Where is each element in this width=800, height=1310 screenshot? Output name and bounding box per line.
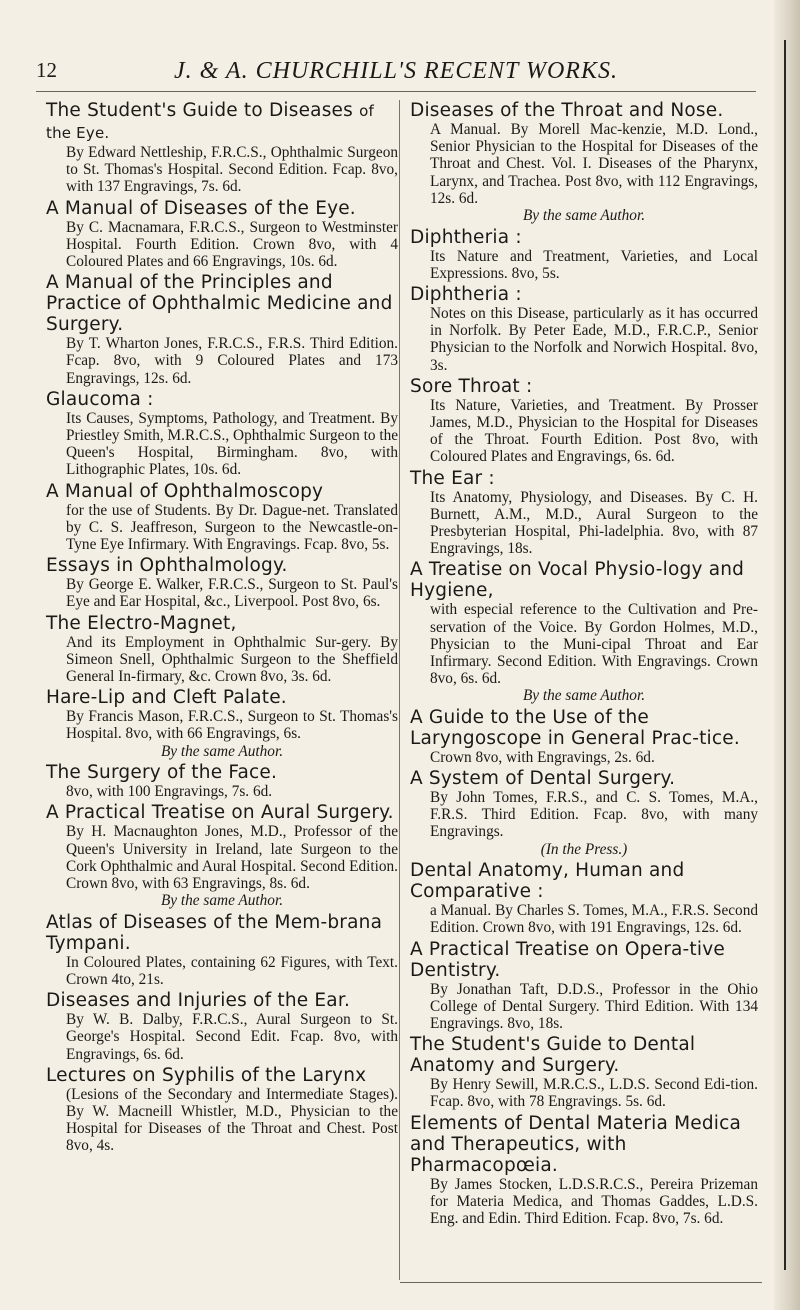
entry-description: By John Tomes, F.R.S., and C. S. Tomes, M.A., F.R.S. Third Edition. Fcap. 8vo, with many Engravings. — [430, 789, 758, 841]
entry-title-text: Atlas of Diseases of the Mem-brana Tympani. — [46, 911, 383, 954]
catalog-entry — [46, 990, 398, 1063]
page-header — [36, 58, 756, 88]
entry-title — [410, 468, 758, 489]
catalog-entry — [46, 198, 398, 271]
entry-title-text: Essays in Ophthalmology. — [46, 555, 288, 577]
entry-title-text: Elements of Dental Materia Medica and Therapeutics, with Pharmacopœia. — [410, 1112, 742, 1176]
entry-title — [410, 939, 758, 981]
entry-title — [410, 559, 758, 601]
same-author-note: By the same Author. — [522, 207, 646, 225]
catalog-entry — [46, 613, 398, 686]
catalog-entry — [410, 939, 758, 1033]
entry-description: In Coloured Plates, containing 62 Figures, with Text. Crown 4to, 21s. — [66, 953, 398, 988]
entry-description: 8vo, with 100 Engravings, 7s. 6d. — [66, 783, 273, 801]
entry-description: By Jonathan Taft, D.D.S., Professor in the Ohio College of Dental Surgery. Third Edition. With 134 Engravings. 8vo, 18s. — [430, 980, 758, 1032]
catalog-entry — [46, 481, 398, 554]
entry-title-text: A Manual of Diseases of the Eye. — [46, 197, 356, 219]
entry-description: By W. B. Dalby, F.R.C.S., Aural Surgeon to St. George's Hospital. Second Edit. Fcap. 8vo, with Engravings, 6s. 6d. — [66, 1011, 398, 1063]
same-author-note: By the same Author. — [522, 687, 646, 705]
entry-title — [410, 227, 758, 248]
catalog-entry — [410, 1113, 758, 1228]
entry-title — [410, 1034, 758, 1076]
catalog-entry — [46, 389, 398, 479]
catalog-entry — [46, 272, 398, 387]
page-number: 12 — [36, 58, 57, 82]
entry-title-text: Glaucoma : — [46, 388, 154, 410]
entry-title-text: Diseases and Injuries of the Ear. — [46, 990, 351, 1012]
entry-title — [410, 1113, 758, 1176]
entry-title — [46, 802, 398, 823]
page-edge-line — [784, 40, 786, 1270]
catalog-entry — [46, 555, 398, 610]
entry-description: with especial reference to the Cultivation and Pre-servation of the Voice. By Gordon Holmes, M.D., Physician to the Muni-cipal Throat and Ear Infirmary. Second Edition. With Engravings. Crown 8vo, 6s. 6d. — [430, 601, 758, 688]
catalog-entry — [410, 284, 758, 374]
entry-title — [410, 284, 758, 305]
entry-title-text: A Manual of the Principles and Practice of Ophthalmic Medicine and Surgery. — [46, 272, 393, 336]
entry-description: By Francis Mason, F.R.C.S., Surgeon to St. Thomas's Hospital. 8vo, with 66 Engravings, 6s. — [66, 708, 398, 743]
entry-title — [410, 768, 758, 789]
catalog-entry — [410, 100, 758, 225]
entry-title — [46, 687, 398, 708]
entry-title — [410, 376, 758, 397]
running-title: J. & A. CHURCHILL'S RECENT WORKS. — [174, 58, 618, 84]
right-column — [410, 100, 758, 1229]
catalog-entry — [410, 768, 758, 858]
catalog-entry — [46, 100, 398, 196]
catalog-entry — [410, 559, 758, 705]
entry-title — [46, 100, 398, 144]
entry-title — [46, 272, 398, 335]
entry-title — [46, 1065, 398, 1086]
entry-title — [410, 860, 758, 902]
entry-description: Its Causes, Symptoms, Pathology, and Treatment. By Priestley Smith, M.R.C.S., Ophthalmic Surgeon to the Queen's Hospital, Birmingham. 8vo, with Lithographic Plates, 10s. 6d. — [66, 409, 399, 479]
column-divider — [399, 100, 400, 1280]
entry-title-text: The Electro-Magnet, — [46, 612, 237, 634]
entry-description: By James Stocken, L.D.S.R.C.S., Pereira Prizeman for Materia Medica, and Thomas Gaddes, L.D.S. Eng. and Edin. Third Edition. Fcap. 8vo, 7s. 6d. — [430, 1175, 758, 1228]
entry-title — [410, 707, 758, 749]
entry-title — [46, 762, 398, 783]
entry-title-text: Dental Anatomy, Human and Comparative : — [410, 860, 685, 903]
catalog-entry — [46, 912, 398, 988]
entry-description: By George E. Walker, F.R.C.S., Surgeon to St. Paul's Eye and Ear Hospital, &c., Liverpool. Post 8vo, 6s. — [66, 576, 398, 611]
catalog-entry — [46, 1065, 398, 1155]
entry-title — [46, 389, 398, 410]
catalog-entry — [410, 707, 758, 766]
entry-title — [410, 100, 758, 121]
entry-title-text: A Practical Treatise on Aural Surgery. — [46, 802, 394, 824]
entry-title-text: A Treatise on Vocal Physio-logy and Hygiene, — [410, 559, 745, 602]
catalog-entry — [410, 860, 758, 936]
catalog-entry — [46, 802, 398, 909]
entry-description: Its Nature and Treatment, Varieties, and Local Expressions. 8vo, 5s. — [430, 247, 758, 282]
in-press-note: (In the Press.) — [540, 840, 628, 858]
entry-description: Notes on this Disease, particularly as it has occurred in Norfolk. By Peter Eade, M.D., F.R.C.P., Senior Physician to the Norfolk and Norwich Hospital. 8vo, 3s. — [430, 304, 758, 374]
entry-title — [46, 198, 398, 219]
entry-description: Its Anatomy, Physiology, and Diseases. By C. H. Burnett, A.M., M.D., Aural Surgeon to the Presbyterian Hospital, Phi-ladelphia. 8vo, with 87 Engravings, 18s. — [430, 488, 758, 558]
entry-title-sub: of the Eye. — [46, 102, 374, 142]
same-author-note: By the same Author. — [160, 742, 284, 760]
header-rule — [36, 91, 756, 92]
entry-title-text: The Ear : — [410, 467, 495, 489]
entry-title-text: Diphtheria : — [410, 226, 522, 248]
entry-description: By C. Macnamara, F.R.C.S., Surgeon to Westminster Hospital. Fourth Edition. Crown 8vo, with 4 Coloured Plates and 66 Engravings, 10s. 6d. — [66, 218, 398, 271]
entry-title-text: A Guide to the Use of the Laryngoscope in General Prac-tice. — [410, 706, 740, 749]
entry-description: for the use of Students. By Dr. Dague-net. Translated by C. S. Jeaffreson, Surgeon to the Newcastle-on-Tyne Eye Infirmary. With Engravings. Fcap. 8vo, 5s. — [66, 501, 398, 554]
entry-title-text: A System of Dental Surgery. — [410, 768, 676, 790]
entry-title-text: The Surgery of the Face. — [46, 762, 278, 784]
entry-title-text: Lectures on Syphilis of the Larynx — [46, 1064, 367, 1086]
entry-title-text: The Student's Guide to Dental Anatomy and Surgery. — [410, 1034, 696, 1077]
entry-title — [46, 555, 398, 576]
entry-title-text: The Student's Guide to Diseases — [46, 100, 353, 121]
page-edge — [774, 0, 800, 1310]
entry-title — [46, 481, 398, 502]
entry-title-text: Hare-Lip and Cleft Palate. — [46, 687, 287, 709]
entry-description: By Edward Nettleship, F.R.C.S., Ophthalmic Surgeon to St. Thomas's Hospital. Second Edition. Fcap. 8vo, with 137 Engravings, 7s. 6d. — [66, 144, 398, 196]
catalog-entry — [410, 468, 758, 558]
entry-title — [46, 613, 398, 634]
catalog-entry — [410, 1034, 758, 1110]
same-author-note: By the same Author. — [160, 892, 284, 910]
entry-description: By H. Macnaughton Jones, M.D., Professor of the Queen's University in Ireland, late Surgeon to the Cork Ophthalmic and Aural Hospital. Second Edition. Crown 8vo, with 63 Engravings, 8s. 6d. — [66, 823, 398, 892]
entry-description: (Lesions of the Secondary and Intermediate Stages). By W. Macneill Whistler, M.D., Physician to the Hospital for Diseases of the Throat and Chest. Post 8vo, 4s. — [66, 1085, 398, 1155]
catalog-entry — [410, 376, 758, 466]
entry-title-text: A Manual of Ophthalmoscopy — [46, 480, 324, 502]
entry-title — [46, 990, 398, 1011]
entry-title-text: Sore Throat : — [410, 375, 533, 397]
catalog-entry — [46, 687, 398, 760]
entry-description: Crown 8vo, with Engravings, 2s. 6d. — [430, 748, 655, 766]
entry-description: By Henry Sewill, M.R.C.S., L.D.S. Second Edi-tion. Fcap. 8vo, with 78 Engravings. 5s. 6d. — [430, 1076, 758, 1111]
entry-description: a Manual. By Charles S. Tomes, M.A., F.R.S. Second Edition. Crown 8vo, with 191 Engravings, 12s. 6d. — [430, 902, 758, 937]
left-column — [46, 100, 398, 1157]
entry-title — [46, 912, 398, 954]
entry-title-text: A Practical Treatise on Opera-tive Dentistry. — [410, 938, 725, 981]
entry-title-text: Diseases of the Throat and Nose. — [410, 100, 724, 121]
entry-description: And its Employment in Ophthalmic Sur-gery. By Simeon Snell, Ophthalmic Surgeon to the Sheffield General In-firmary, &c. Crown 8vo, 3s. 6d. — [66, 633, 398, 686]
entry-description: Its Nature, Varieties, and Treatment. By Prosser James, M.D., Physician to the Hospital for Diseases of the Throat. Fourth Edition. Post 8vo, with Coloured Plates and Engravings, 6s. 6d. — [430, 396, 758, 466]
entry-description: By T. Wharton Jones, F.R.C.S., F.R.S. Third Edition. Fcap. 8vo, with 9 Coloured Plates and 173 Engravings, 12s. 6d. — [66, 335, 398, 387]
entry-title-text: Diphtheria : — [410, 283, 522, 305]
entry-description: A Manual. By Morell Mac-kenzie, M.D. Lond., Senior Physician to the Hospital for Diseases of the Throat and Chest. Vol. I. Diseases of the Pharynx, Larynx, and Trachea. Post 8vo, with 112 Engravings, 12s. 6d. — [430, 121, 758, 207]
catalog-entry — [46, 762, 398, 800]
bottom-rule — [400, 1282, 762, 1283]
catalog-entry — [410, 227, 758, 282]
